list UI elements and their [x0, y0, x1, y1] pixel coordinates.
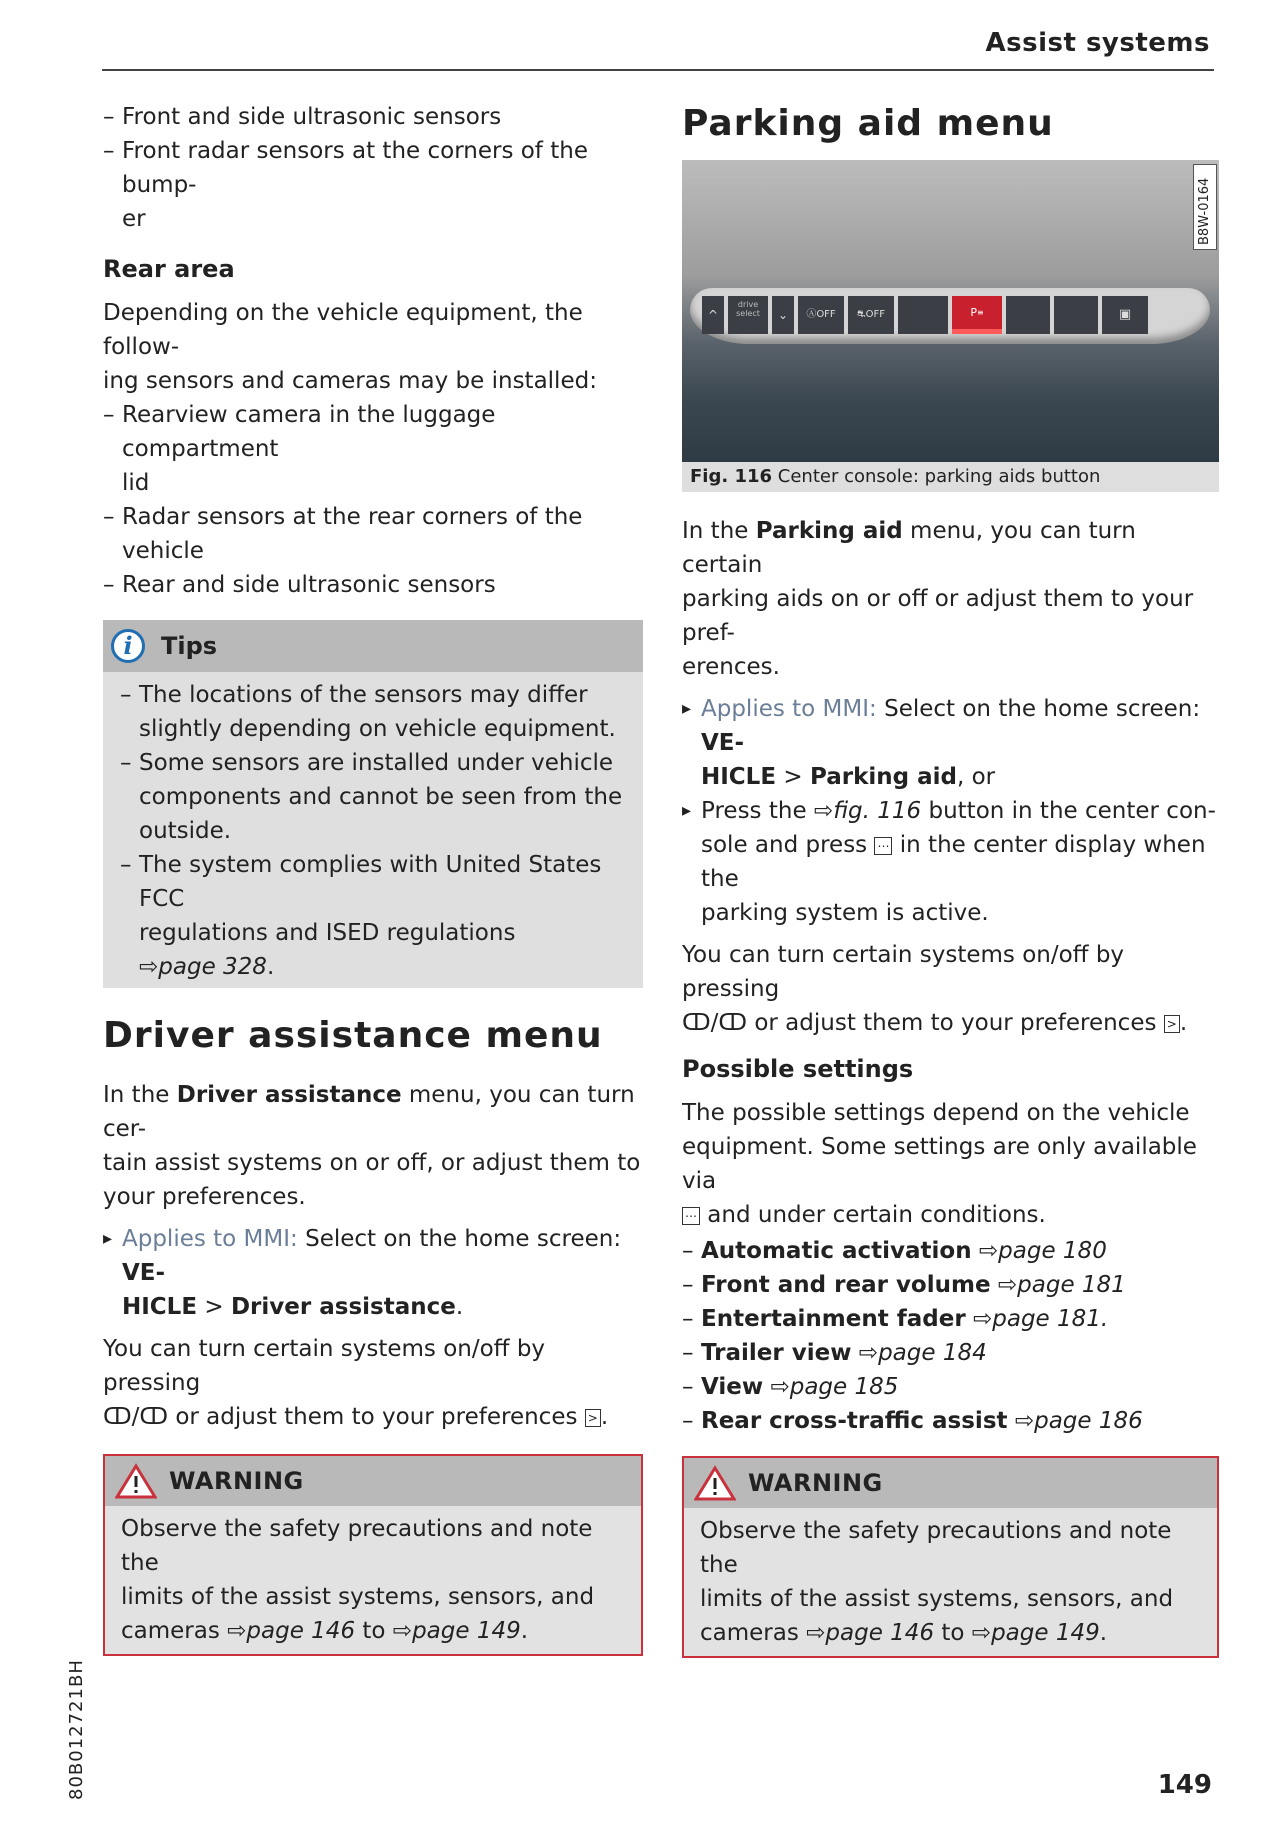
arrow-ref-icon: ⇨	[990, 1272, 1018, 1298]
setting-item[interactable]	[682, 1404, 1219, 1438]
driver-intro-pre: In the	[103, 1082, 177, 1108]
setting-page-ref[interactable]: page 186	[1034, 1408, 1143, 1434]
driver-mmi-step: ▸ Applies to MMI: Select on the home screen: VE- HICLE > Driver assistance.	[103, 1222, 643, 1324]
driver-intro-post: menu, you can turn cer- tain assist systems on or off, or adjust them to your preferences.	[103, 1082, 641, 1210]
esc-off-label: OFF	[865, 309, 885, 320]
parking-aid-button[interactable]	[952, 296, 1002, 334]
warning-title: WARNING	[748, 1469, 883, 1497]
tips-header	[103, 620, 643, 672]
mmi-label: Applies to MMI:	[122, 1226, 298, 1252]
figure-code-box	[1193, 164, 1217, 250]
arrow-ref-icon: ⇨	[392, 1618, 413, 1644]
press-pre: Press the	[701, 798, 814, 824]
warning-triangle-icon	[694, 1465, 736, 1501]
press-post-2: in the center display when the parking system is active.	[701, 832, 1206, 926]
arrow-ref-icon: ⇨	[965, 1306, 993, 1332]
mmi-sep: >	[197, 1294, 231, 1320]
front-list-item: – Front radar sensors at the corners of the bump- er	[103, 134, 643, 236]
possible-intro-1: The possible settings depend on the vehicle equipment. Some settings are only available via	[682, 1100, 1197, 1194]
parking-aid-heading: Parking aid menu	[682, 103, 1054, 144]
warning-box	[103, 1454, 643, 1656]
parking-intro-post: menu, you can turn certain parking aids on or off or adjust them to your pref- erences.	[682, 518, 1194, 680]
info-icon: i	[111, 629, 145, 663]
mmi-path-parking-aid: Parking aid	[809, 764, 957, 790]
drive-select-button[interactable]: drive select	[728, 296, 768, 334]
mmi-sep: >	[776, 764, 810, 790]
setting-page-ref[interactable]: page 185	[789, 1374, 899, 1400]
driver-intro	[103, 1078, 643, 1214]
warning-to: to	[355, 1618, 393, 1644]
setting-label: Front and rear volume	[701, 1272, 991, 1298]
turn-text-1: You can turn certain systems on/off by pressing	[103, 1336, 546, 1396]
warning-box	[682, 1456, 1219, 1658]
section-title: Assist systems	[985, 28, 1210, 58]
blank-button[interactable]	[898, 296, 948, 334]
arrow-ref-icon: ⇨	[971, 1620, 992, 1646]
tips-body	[103, 672, 643, 988]
blank-button[interactable]	[1006, 296, 1050, 334]
assist-off-label: OFF	[816, 309, 836, 320]
warning-body	[105, 1506, 641, 1654]
setting-page-ref[interactable]: page 184	[878, 1340, 987, 1366]
a-circle-icon: Ⓐ	[806, 309, 817, 320]
figure-caption	[682, 462, 1219, 492]
mmi-label: Applies to MMI:	[701, 696, 877, 722]
warning-text: Observe the safety precautions and note the limits of the assist systems, sensors, and cameras ⇨page 146 to ⇨page 149.	[700, 1518, 1174, 1646]
rear-list-item: – Radar sensors at the rear corners of the vehicle	[103, 500, 643, 568]
warning-text-main: Observe the safety precautions and note the limits of the assist systems, sensors, and cameras	[700, 1518, 1174, 1646]
setting-item[interactable]	[682, 1234, 1219, 1268]
setting-label: Entertainment fader	[701, 1306, 966, 1332]
warning-header	[105, 1456, 641, 1506]
right-column	[682, 100, 1219, 1658]
blank-button[interactable]	[1054, 296, 1098, 334]
arrow-ref-icon: ⇨	[227, 1618, 247, 1644]
press-button-step	[682, 794, 1219, 930]
tips-title: Tips	[161, 632, 218, 660]
warning-ref-1[interactable]: page 146	[246, 1618, 356, 1644]
more-options-icon: ⋯	[874, 837, 892, 855]
tips-item: – The system complies with United States FCC regulations and ISED regulations	[120, 848, 627, 950]
arrow-ref-icon: ⇨	[851, 1340, 879, 1366]
tips-item: – The locations of the sensors may differ slightly depending on vehicle equipment.	[120, 678, 627, 746]
arrow-right-box-icon: >	[1164, 1015, 1180, 1033]
driver-intro-bold: Driver assistance	[176, 1082, 402, 1108]
setting-page-ref[interactable]: page 181.	[992, 1306, 1109, 1332]
mmi-path-vehicle: VE- HICLE	[701, 730, 777, 790]
front-list-item: – Front and side ultrasonic sensors	[103, 100, 643, 134]
left-column	[103, 100, 643, 1656]
figure-caption-text: Center console: parking aids button	[777, 466, 1101, 487]
mmi-select: Select on the home screen:	[297, 1226, 622, 1252]
setting-item[interactable]	[682, 1370, 1219, 1404]
warning-ref-2[interactable]: page 149	[412, 1618, 521, 1644]
driver-turn-text: You can turn certain systems on/off by pressing ↀ/ↀ or adjust them to your preferences > .	[103, 1336, 609, 1430]
turn-text-1: You can turn certain systems on/off by pressing	[682, 942, 1125, 1002]
setting-item[interactable]	[682, 1268, 1219, 1302]
press-fig-ref[interactable]: fig. 116	[833, 798, 922, 824]
press-post-1: button in the center con- sole and press	[701, 798, 1216, 858]
warning-triangle-icon	[115, 1463, 157, 1499]
parking-intro-pre: In the	[682, 518, 756, 544]
arrow-right-box-icon: >	[585, 1409, 601, 1427]
rear-list-item: – Rear and side ultrasonic sensors	[103, 568, 643, 602]
settings-list	[682, 1234, 1219, 1438]
mmi-path-driver-assistance: Driver assistance	[230, 1294, 456, 1320]
esc-off-button[interactable]	[848, 296, 894, 334]
chevron-up-icon[interactable]: ^	[702, 296, 724, 334]
parking-mmi-step	[682, 692, 1219, 794]
figure-code: B8W-0164	[1197, 177, 1212, 245]
setting-label: View	[701, 1374, 764, 1400]
arrow-ref-icon: ⇨	[763, 1374, 790, 1400]
tips-box	[103, 620, 643, 988]
arrow-ref-icon: ⇨	[813, 798, 834, 824]
possible-settings-heading: Possible settings	[682, 1055, 914, 1083]
setting-page-ref[interactable]: page 180	[998, 1238, 1107, 1264]
figure-label: Fig. 116	[690, 466, 773, 487]
mmi-select: Select on the home screen:	[876, 696, 1201, 722]
warning-to: to	[934, 1620, 972, 1646]
rear-area-heading: Rear area	[103, 255, 235, 283]
warning-body	[684, 1508, 1217, 1656]
car-skid-icon: ⛐	[856, 309, 866, 320]
warning-header	[684, 1458, 1217, 1508]
figure-center-console	[682, 160, 1219, 462]
chevron-down-icon[interactable]: ⌄	[772, 296, 794, 334]
arrow-ref-icon: ⇨	[806, 1620, 826, 1646]
tips-item: – Some sensors are installed under vehicle components and cannot be seen from the outside.	[120, 746, 627, 848]
mmi-path-vehicle: VE- HICLE	[122, 1260, 198, 1320]
warning-title: WARNING	[169, 1467, 304, 1495]
warning-text-main: Observe the safety precautions and note the limits of the assist systems, sensors, and cameras	[121, 1516, 595, 1644]
console-buttons	[702, 296, 1198, 334]
tips-reference[interactable]: ⇨page 328.	[139, 954, 275, 980]
warning-ref-2[interactable]: page 149	[991, 1620, 1100, 1646]
setting-label: Trailer view	[701, 1340, 852, 1366]
rear-list-item: – Rearview camera in the luggage compartment lid	[103, 398, 643, 500]
mmi-or: , or	[956, 764, 996, 790]
steering-wheel-button-icon: ↀ/ↀ	[103, 1404, 169, 1430]
parking-aid-button-label: P	[970, 305, 977, 319]
arrow-ref-icon: ⇨	[1007, 1408, 1035, 1434]
tips-ref-page: page 328	[158, 954, 267, 980]
setting-item[interactable]	[682, 1302, 1219, 1336]
turn-text-2: or adjust them to your preferences	[168, 1404, 585, 1430]
page-number: 149	[1157, 1770, 1212, 1800]
setting-page-ref[interactable]: page 181	[1017, 1272, 1126, 1298]
warning-ref-1[interactable]: page 146	[825, 1620, 935, 1646]
parking-turn-text: You can turn certain systems on/off by pressing ↀ/ↀ or adjust them to your preferences > .	[682, 942, 1188, 1036]
screen-icon: ▣	[1118, 307, 1132, 322]
display-button[interactable]	[1102, 296, 1148, 334]
rear-intro: Depending on the vehicle equipment, the follow- ing sensors and cameras may be installed:	[103, 300, 597, 394]
assist-off-button[interactable]	[798, 296, 844, 334]
possible-settings-intro	[682, 1096, 1219, 1232]
parking-intro	[682, 514, 1219, 684]
parking-sensor-icon: ≡	[976, 307, 984, 317]
document-code: 80B012721BH	[66, 1659, 87, 1800]
parking-intro-bold: Parking aid	[755, 518, 903, 544]
arrow-ref-icon: ⇨	[139, 954, 159, 980]
possible-intro-2: and under certain conditions.	[700, 1202, 1046, 1228]
more-options-icon: ⋯	[682, 1207, 700, 1225]
setting-label: Automatic activation	[701, 1238, 972, 1264]
turn-text-2: or adjust them to your preferences	[747, 1010, 1164, 1036]
warning-text: Observe the safety precautions and note the limits of the assist systems, sensors, and cameras ⇨page 146 to ⇨page 149.	[121, 1516, 595, 1644]
setting-item[interactable]	[682, 1336, 1219, 1370]
arrow-ref-icon: ⇨	[971, 1238, 999, 1264]
steering-wheel-button-icon: ↀ/ↀ	[682, 1010, 748, 1036]
setting-label: Rear cross-traffic assist	[701, 1408, 1008, 1434]
header-rule	[102, 69, 1214, 71]
driver-assistance-heading: Driver assistance menu	[103, 1015, 603, 1056]
